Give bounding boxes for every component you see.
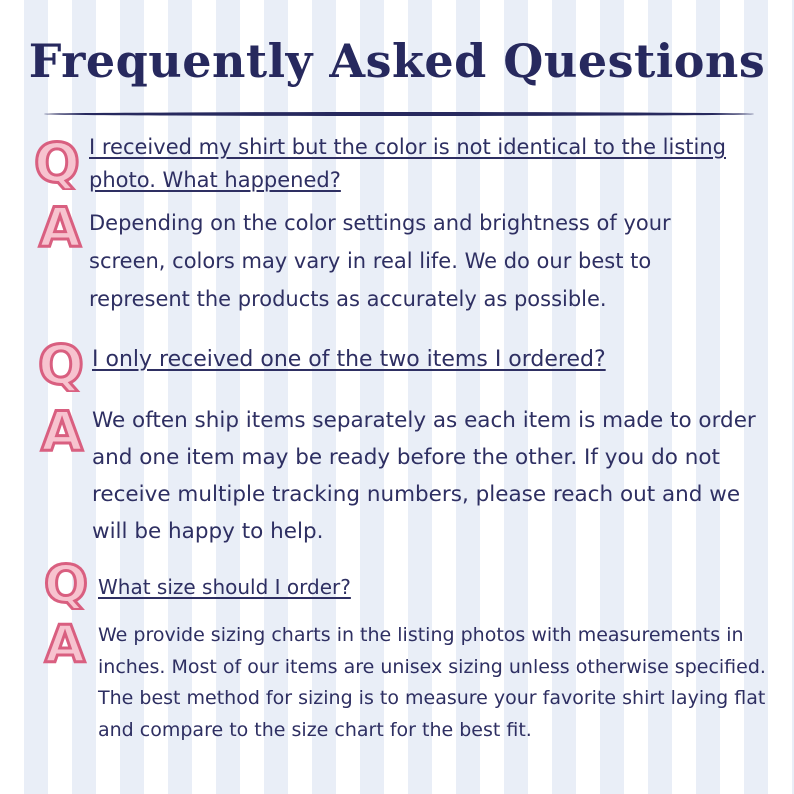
question-badge-icon <box>30 132 84 190</box>
answer-badge-icon <box>36 400 88 458</box>
question-badge-icon <box>34 334 88 392</box>
faq-answer-1: Depending on the color settings and brightness of your screen, colors may vary in real life. We do our best to represent the products as accurately as possible. <box>89 211 671 311</box>
faq-answer-3: We provide sizing charts in the listing photos with measurements in inches. Most of our items are unisex sizing unless otherwise specified. The best method for sizing is to measure your favorite shirt laying flat and compare to the size chart for the best fit. <box>98 624 766 741</box>
title-divider <box>44 112 754 116</box>
question-badge-icon <box>40 554 92 610</box>
faq-answer-2: We often ship items separately as each item is made to order and one item may be ready before the other. If you do not receive multiple tracking numbers, please reach out and we will be happy to help. <box>92 408 756 544</box>
svg-text:A: A <box>39 196 81 254</box>
svg-text:Q: Q <box>34 132 80 190</box>
faq-question-1: I received my shirt but the color is not identical to the listing photo. What happened? <box>89 135 726 192</box>
faq-question-3: What size should I order? <box>98 575 351 599</box>
answer-badge-icon <box>40 614 90 670</box>
svg-text:Q: Q <box>43 555 89 610</box>
answer-badge-icon <box>34 196 86 254</box>
svg-text:A: A <box>44 615 86 670</box>
svg-text:A: A <box>41 400 83 458</box>
page-title: Frequently Asked Questions <box>28 34 766 88</box>
faq-question-2: I only received one of the two items I ordered? <box>92 347 606 372</box>
svg-text:Q: Q <box>38 334 84 392</box>
